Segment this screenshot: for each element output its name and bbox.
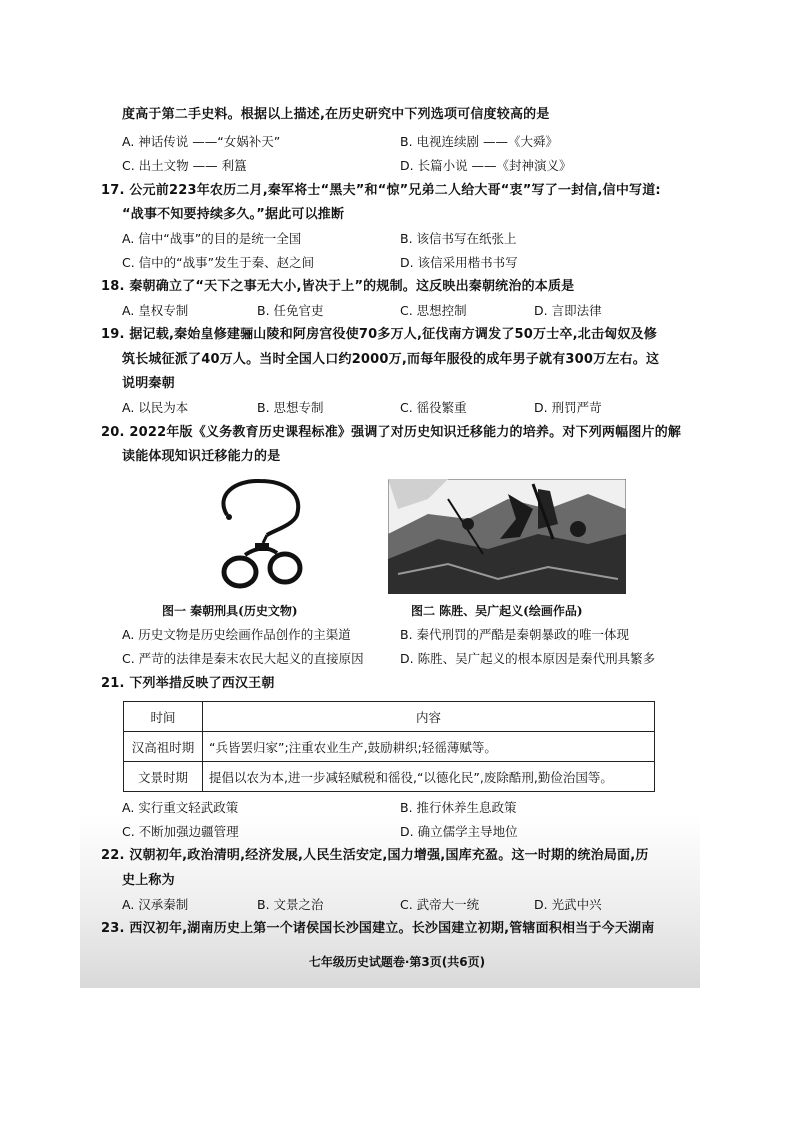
table-header-content: 内容 [203,702,655,732]
q18-option-c: C. 思想控制 [400,303,467,318]
q19-option-c: C. 徭役繁重 [400,400,467,415]
table-header-time: 时间 [124,702,203,732]
table-cell-period: 汉高祖时期 [124,732,203,762]
page-footer: 七年级历史试题卷·第3页(共6页) [308,955,486,969]
q20-stem-1: 20. 2022年版《义务教育历史课程标准》强调了对历史知识迁移能力的培养。对下列两幅图片的解 [101,425,682,440]
q17-stem-1: 17. 公元前223年农历二月,秦军将士“黑夫”和“惊”兄弟二人给大哥“衷”写了一封信,信中写道: [101,183,661,198]
q20-option-a: A. 历史文物是历史绘画作品创作的主渠道 [122,627,351,642]
q20-option-b: B. 秦代刑罚的严酷是秦朝暴政的唯一体现 [400,627,630,642]
q22-option-c: C. 武帝大一统 [400,897,480,912]
table-cell-content: “兵皆罢归家”;注重农业生产,鼓励耕织;轻徭薄赋等。 [203,732,655,762]
measures-table [123,701,655,792]
uprising-painting [388,479,626,594]
q18-option-d: D. 言即法律 [534,303,602,318]
q19-stem-2: 筑长城征派了40万人。当时全国人口约2000万,而每年服役的成年男子就有300万左右。这 [122,352,660,367]
q17-option-d: D. 该信采用楷书书写 [400,255,518,270]
q17-stem-2: “战事不知要持续多久。”据此可以推断 [122,207,345,222]
q21-stem: 21. 下列举措反映了西汉王朝 [101,676,275,691]
q22-option-d: D. 光武中兴 [534,897,602,912]
q20-stem-2: 读能体现知识迁移能力的是 [122,449,281,464]
table-cell-content: 提倡以农为本,进一步减轻赋税和徭役,“以德化民”,废除酷刑,勤俭治国等。 [203,762,655,792]
q23-stem: 23. 西汉初年,湖南历史上第一个诸侯国长沙国建立。长沙国建立初期,管辖面积相当于今天湖南 [101,921,655,936]
table-cell-period: 文景时期 [124,762,203,792]
figure-1-caption: 图一 秦朝刑具(历史文物) [162,604,298,618]
q16-option-d: D. 长篇小说 ——《封神演义》 [400,158,572,173]
q16-option-c: C. 出土文物 —— 利簋 [122,158,247,173]
q21-option-d: D. 确立儒学主导地位 [400,824,518,839]
q21-option-a: A. 实行重文轻武政策 [122,800,239,815]
q16-option-a: A. 神话传说 ——“女娲补天” [122,134,281,149]
q21-option-c: C. 不断加强边疆管理 [122,824,239,839]
figure-2-caption: 图二 陈胜、吴广起义(绘画作品) [411,604,583,618]
q18-option-a: A. 皇权专制 [122,303,189,318]
q20-option-c: C. 严苛的法律是秦末农民大起义的直接原因 [122,651,364,666]
q22-option-a: A. 汉承秦制 [122,897,189,912]
q17-option-a: A. 信中“战事”的目的是统一全国 [122,231,302,246]
q22-stem-2: 史上称为 [122,873,175,888]
q22-stem-1: 22. 汉朝初年,政治清明,经济发展,人民生活安定,国力增强,国库充盈。这一时期的统治局面,历 [101,848,649,863]
q17-option-c: C. 信中的“战事”发生于秦、赵之间 [122,255,315,270]
q19-stem-1: 19. 据记载,秦始皇修建骊山陵和阿房宫役使70多万人,征伐南方调发了50万士卒,北击匈奴及修 [101,327,657,342]
q20-option-d: D. 陈胜、吴广起义的根本原因是秦代刑具繁多 [400,651,656,666]
shackles-figure [205,475,315,595]
table-row [124,732,655,762]
q17-option-b: B. 该信书写在纸张上 [400,231,517,246]
table-row [124,762,655,792]
table-header-row [124,702,655,732]
q22-option-b: B. 文景之治 [257,897,324,912]
q16-option-b: B. 电视连续剧 ——《大舜》 [400,134,558,149]
q21-option-b: B. 推行休养生息政策 [400,800,517,815]
q18-stem: 18. 秦朝确立了“天下之事无大小,皆决于上”的规制。这反映出秦朝统治的本质是 [101,279,575,294]
q19-option-d: D. 刑罚严苛 [534,400,602,415]
q18-option-b: B. 任免官吏 [257,303,324,318]
q19-option-b: B. 思想专制 [257,400,324,415]
q19-stem-3: 说明秦朝 [122,376,175,391]
q19-option-a: A. 以民为本 [122,400,189,415]
question-16-tail: 度高于第二手史料。根据以上描述,在历史研究中下列选项可信度较高的是 [122,107,550,122]
